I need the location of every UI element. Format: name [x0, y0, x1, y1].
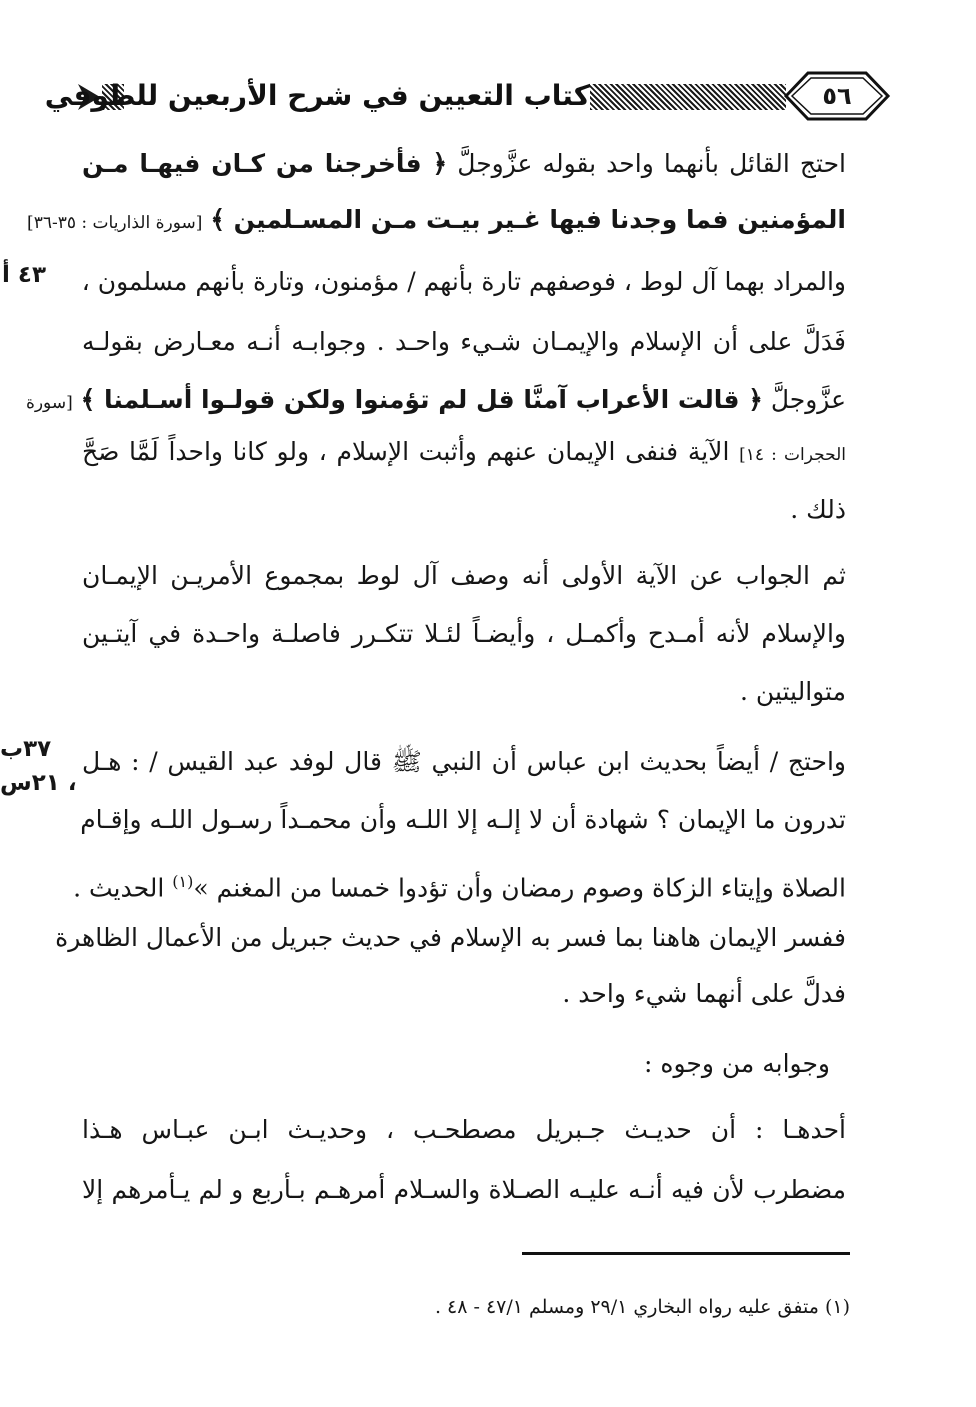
header-hatch-right — [590, 84, 786, 110]
verse-reference: [سورة الذاريات : ٣٥-٣٦] — [27, 213, 203, 233]
text-run: الصلاة وإيتاء الزكاة وصوم رمضان وأن تؤدوا خمسا من المغنم » — [193, 873, 846, 903]
footnote-separator — [522, 1252, 850, 1255]
text-line-3: والمراد بهما آل لوط ، فوصفهم تارة بأنهم / مؤمنون، وتارة بأنهم مسلمون ، — [81, 267, 846, 296]
text-line-11: واحتج / أيضاً بحديث ابن عباس أن النبي ﷺ قال لوفد عبد القيس / : هـل — [82, 747, 846, 776]
text-line-15: فدلَّ على أنهما شيء واحد . — [562, 979, 846, 1008]
margin-note-folio: ٤٣ أ — [2, 262, 46, 288]
running-header — [44, 64, 870, 128]
footnote-marker: (١) — [172, 872, 194, 891]
text-line-18: مضطرب لأن فيه أنـه عليـه الصـلاة والسـلام أمرهـم بـأربع و لم يـأمرهم إلا — [82, 1175, 846, 1204]
footnote-1: (١) متفق عليه رواه البخاري ٢٩/١ ومسلم ٤٧/١ - ٤٨ . — [434, 1296, 850, 1318]
text-run: الآية فنفى الإيمان عنهم وأثبت الإسلام ، ولو كانا واحداً لَمَّا صَحَّ — [82, 437, 730, 466]
text-line-4: فَدَلَّ على أن الإسلام والإيمـان شـيء واحـد . وجوابـه أنـه معـارض بقولـه — [82, 327, 846, 356]
running-title: كتاب التعيين في شرح الأربعين للطوفي — [44, 79, 590, 112]
text-line-5 — [25, 380, 846, 423]
text-line-6 — [82, 432, 846, 475]
text-line-1 — [82, 144, 846, 184]
margin-note-folio-b: ٣٧ب — [0, 736, 52, 762]
margin-note-folio-s: ، ٢١س — [0, 770, 77, 796]
text-run: احتج القائل بأنهما واحد بقوله عزَّوجلَّ — [457, 149, 847, 178]
quran-quote: ﴿ قالت الأعراب آمنَّا قل لم تؤمنوا ولكن قولـوا أسـلمنا ﴾ — [80, 385, 763, 414]
text-line-12: تدرون ما الإيمان ؟ شهادة أن لا إلـه إلا اللـه وأن محمـداً رسـول اللـه وإقـام — [80, 805, 846, 834]
text-line-14: ففسر الإيمان هاهنا بما فسر به الإسلام في حديث جبريل من الأعمال الظاهرة — [55, 923, 846, 952]
page-number: ٥٦ — [822, 82, 852, 110]
quran-quote: المؤمنين فما وجدنا فيها غـير بيـت مـن المسـلمين ﴾ — [210, 205, 846, 234]
text-line-17: أحدهـا : أن حديـث جـبريل مصطحـب ، وحديـث ابـن عبـاس هـذا — [82, 1115, 846, 1144]
verse-reference: [سورة — [25, 393, 73, 413]
text-line-9: والإسلام لأنه أمـدح وأكمـل ، وأيضـاً لئـلا تتكـرر فاصلـة واحـدة في آيتـين — [82, 619, 846, 648]
text-line-13 — [73, 862, 846, 908]
quran-quote: ﴿ فأخرجنا من كـان فيهـا مـن — [82, 149, 448, 178]
verse-reference: الحجرات : ١٤] — [739, 445, 846, 465]
text-line-2 — [27, 200, 846, 243]
text-line-16: وجوابه من وجوه : — [644, 1049, 830, 1078]
text-run: الحديث . — [73, 873, 173, 903]
text-line-7: ذلك . — [790, 495, 846, 524]
text-line-8: ثم الجواب عن الآية الأولى أنه وصف آل لوط بمجموع الأمريـن الإيمـان — [82, 561, 846, 590]
page-number-frame — [782, 70, 892, 122]
text-run: عزَّوجلَّ — [770, 385, 846, 414]
text-line-10: متواليتين . — [740, 677, 846, 706]
